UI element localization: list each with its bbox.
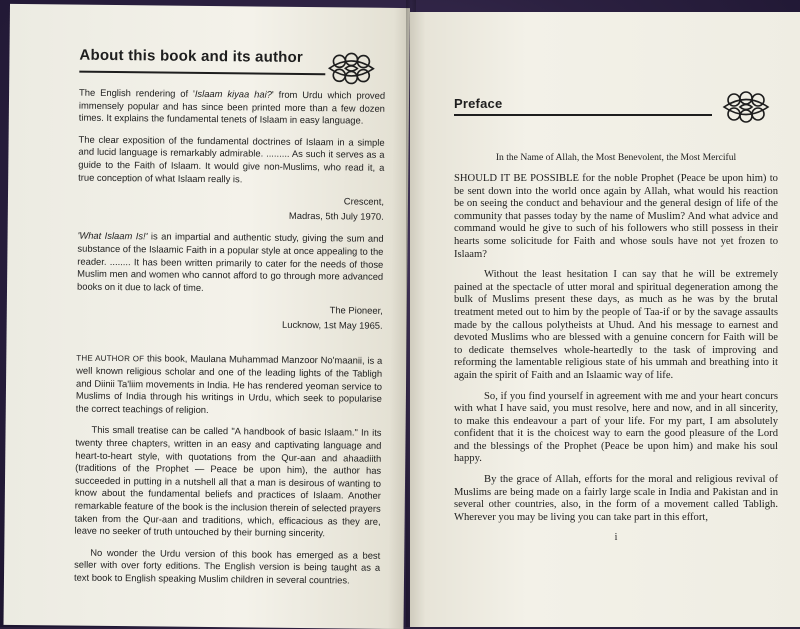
left-heading-row [79,47,385,90]
p1-title: Islaam kiyaa hai? [194,87,272,100]
heading-rule [454,114,712,116]
ornament-icon [716,88,776,128]
p3-post: is an impartial and authentic study, giving the sum and substance of the Islaamic Faith in a popular style at once appealing to the reader. ........ It has been written primarily to cater for the needs of those Muslim men and women who cannot afford to go through more advanced books on it due to lack of time. [77,230,384,293]
p3-title: 'What Islaam Is!' [77,229,148,242]
right-page-heading: Preface [454,96,503,111]
p1-rest: for the noble Prophet (Peace be upon him) to be sent down into the world once again by Allah, what would his reaction be on seeing the conduct and behaviour and the general design of life of the community that passes today by the name of Muslim? And what advice and command would he give to such of his followers who still possess in their hearts some solicitude for Faith and whose souls have not yet frozen to Islaam? [454,173,778,260]
ornament-icon [321,49,381,90]
right-paragraph-4: By the grace of Allah, efforts for the moral and religious revival of Muslims are being made on a fairly large scale in India and Pakistan and in several other countries, also, in the form of a movement called Tabligh. Wherever you may be living you can take part in this effort, [454,474,778,523]
p1-post: ' from Urdu which proved immensely popular and has since been printed more than a few dozen times. It explains the fundamental tenets of Islaam in easy language. [78,88,386,126]
left-paragraph-1 [79,87,385,128]
right-paragraph-3: So, if you find yourself in agreement with me and your heart concurs with what I have said, you must resolve, here and now, and in all sincerity, to make this endeavour a part of your life. For my part, I am absolutely confident that it is the choicest way to earn the good pleasure of the Lord and the blessings of the Prophet (Peace be upon him) and make his soul happy. [454,390,778,465]
left-page-heading: About this book and its author [79,46,304,66]
right-heading-row [454,94,778,134]
review-date-1: Madras, 5th July 1970. [288,209,384,222]
left-paragraph-5: This small treatise can be called "A handbook of basic Islaam." In its twenty three chapters, written in an easy and captivating language and heart-to-heart style, with quotations from the Qur-aan and ahaadiith (traditions of the Prophet — Peace be upon him), the author has succeeded in putting in a nutshell all that a man is desirous of wanting to know about the fundamental beliefs and practices of Islaam. Another remarkable feature of the book is the inclusion therein of selected prayers taken from the Qur-aan and traditions, which, efficacious as they are, leave no seeker of truth untouched by their burning sincerity. [74,424,382,539]
p4-caps: THE AUTHOR OF [76,353,145,363]
heading-rule [79,71,325,76]
review-source-2: The Pioneer, [329,304,383,317]
p1-lead: SHOULD IT BE POSSIBLE [454,173,580,184]
right-page [410,12,800,627]
right-paragraph-2: Without the least hesitation I can say that he will be extremely pained at the spectacle of utter moral and spiritual degeneration among the bulk of Muslims present these days, as much as he was by the brutal treatment meted out to him by the people of Taa-if or by the savage assaults made by the callous polytheists at Uhud. And his message to earnest and devoted Muslims who are blessed with a genuine concern for Faith will be to dedicate themselves whole-heartedly to the task of improving and reforming the lamentable religious state of his ummah and breathing into it again the spirit of Faith and an Islaamic way of life. [454,269,778,381]
right-paragraph-1 [454,173,778,261]
review-source-1: Crescent, [343,195,385,207]
left-paragraph-3 [77,230,384,296]
left-paragraph-2: The clear exposition of the fundamental doctrines of Islaam in a simple and lucid language is remarkably admirable. ......... As such it serves as a guide to the Faith of Islaam. It would give non-Muslims, who read it, a true conception of what Islaam really is. [78,133,385,184]
p4-post: this book, Maulana Muhammad Manzoor No'maanii, is a well known religious scholar and one of the leading lights of the Tabligh and Diinii Ta'liim movements in India. He has rendered yeoman service to Muslims of India through his writings in Urdu, which seek to popularise the correct teachings of religion. [75,351,383,415]
invocation: In the Name of Allah, the Most Benevolent, the Most Merciful [495,152,737,163]
page-number: i [614,532,618,544]
left-page [4,4,410,629]
left-paragraph-6: No wonder the Urdu version of this book has emerged as a best seller with over forty editions. The English version is being taught as a text book to English speaking Muslim children in several countries. [73,546,381,586]
p1-pre: The English rendering of ' [79,86,195,99]
left-paragraph-4 [76,351,383,418]
review-date-2: Lucknow, 1st May 1965. [282,318,383,331]
